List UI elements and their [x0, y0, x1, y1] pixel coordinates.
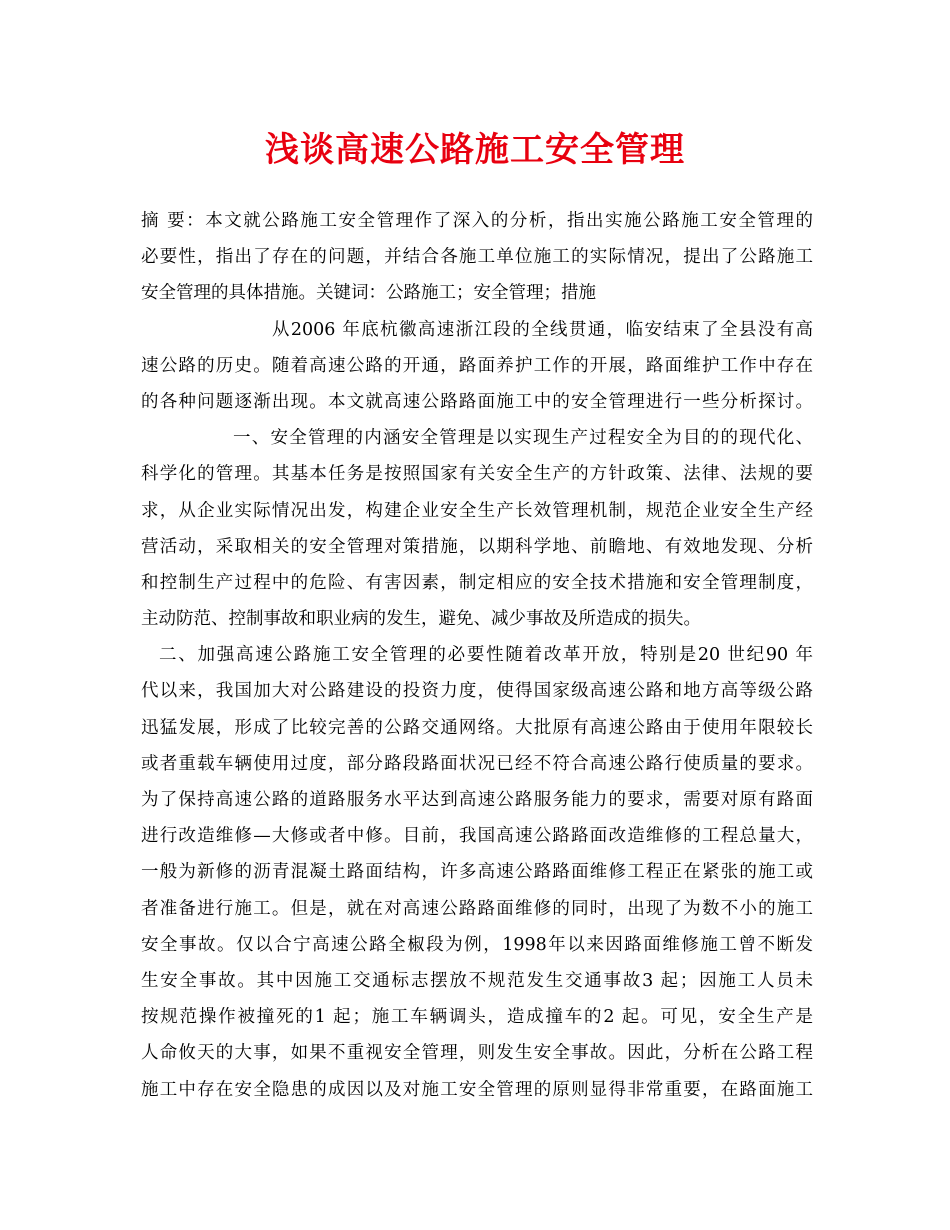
- section-two-line: 或者重载车辆使用过度，部分路段路面状况已经不符合高速公路行使质量的要求。: [141, 753, 813, 774]
- section-two-line: 生安全事故。其中因施工交通标志摆放不规范发生交通事故3 起；因施工人员未: [141, 970, 813, 991]
- section-one-line: 和控制生产过程中的危险、有害因素，制定相应的安全技术措施和安全管理制度，: [141, 572, 813, 593]
- section-two-line: 人命攸天的大事，如果不重视安全管理，则发生安全事故。因此，分析在公路工程: [141, 1043, 813, 1064]
- section-two-line: 代以来，我国加大对公路建设的投资力度，使得国家级高速公路和地方高等级公路: [141, 681, 813, 702]
- section-two-line: 安全事故。仅以合宁高速公路全椒段为例，1998年以来因路面维修施工曾不断发: [141, 934, 813, 955]
- section-two-line: 为了保持高速公路的道路服务水平达到高速公路服务能力的要求，需要对原有路面: [141, 790, 813, 810]
- section-one-line: 科学化的管理。其基本任务是按照国家有关安全生产的方针政策、法律、法规的要: [141, 464, 813, 485]
- section-two-line: 施工中存在安全隐患的成因以及对施工安全管理的原则显得非常重要，在路面施工: [141, 1079, 813, 1100]
- abstract-line-last: 安全管理的具体措施。关键词：公路施工；安全管理；措施: [141, 283, 596, 304]
- section-one-line: 营活动，采取相关的安全管理对策措施，以期科学地、前瞻地、有效地发现、分析: [141, 536, 813, 557]
- section-one-line: 一、安全管理的内涵安全管理是以实现生产过程安全为目的的现代化、: [233, 428, 813, 449]
- document-body: [141, 203, 813, 1108]
- intro-paragraph-line: 的各种问题逐渐出现。本文就高速公路路面施工中的安全管理进行一些分析探讨。: [141, 391, 813, 412]
- abstract-line: 必要性，指出了存在的问题，并结合各施工单位施工的实际情况，提出了公路施工: [141, 247, 813, 268]
- section-two-line: 一般为新修的沥青混凝土路面结构，许多高速公路路面维修工程正在紧张的施工或: [141, 862, 813, 883]
- document-title: 浅谈高速公路施工安全管理: [265, 130, 685, 170]
- section-one-line-last: 主动防范、控制事故和职业病的发生，避免、减少事故及所造成的损失。: [141, 609, 701, 630]
- section-two-line: 进行改造维修—大修或者中修。目前，我国高速公路路面改造维修的工程总量大，: [141, 826, 813, 847]
- intro-paragraph-line: 速公路的历史。随着高速公路的开通，路面养护工作的开展，路面维护工作中存在: [141, 355, 813, 376]
- section-two-line: 迅猛发展，形成了比较完善的公路交通网络。大批原有高速公路由于使用年限较长: [141, 717, 813, 738]
- section-one-line: 求，从企业实际情况出发，构建企业安全生产长效管理机制，规范企业安全生产经: [141, 500, 813, 521]
- abstract-line: 摘 要：本文就公路施工安全管理作了深入的分析，指出实施公路施工安全管理的: [141, 211, 813, 231]
- section-two-line: 按规范操作被撞死的1 起；施工车辆调头，造成撞车的2 起。可见，安全生产是: [141, 1007, 813, 1028]
- section-two-line: 者准备进行施工。但是，就在对高速公路路面维修的同时，出现了为数不小的施工: [141, 898, 813, 919]
- section-two-line: 二、加强高速公路施工安全管理的必要性随着改革开放，特别是20 世纪90 年: [159, 645, 813, 666]
- intro-paragraph-line: 从2006 年底杭徽高速浙江段的全线贯通，临安结束了全县没有高: [272, 319, 813, 340]
